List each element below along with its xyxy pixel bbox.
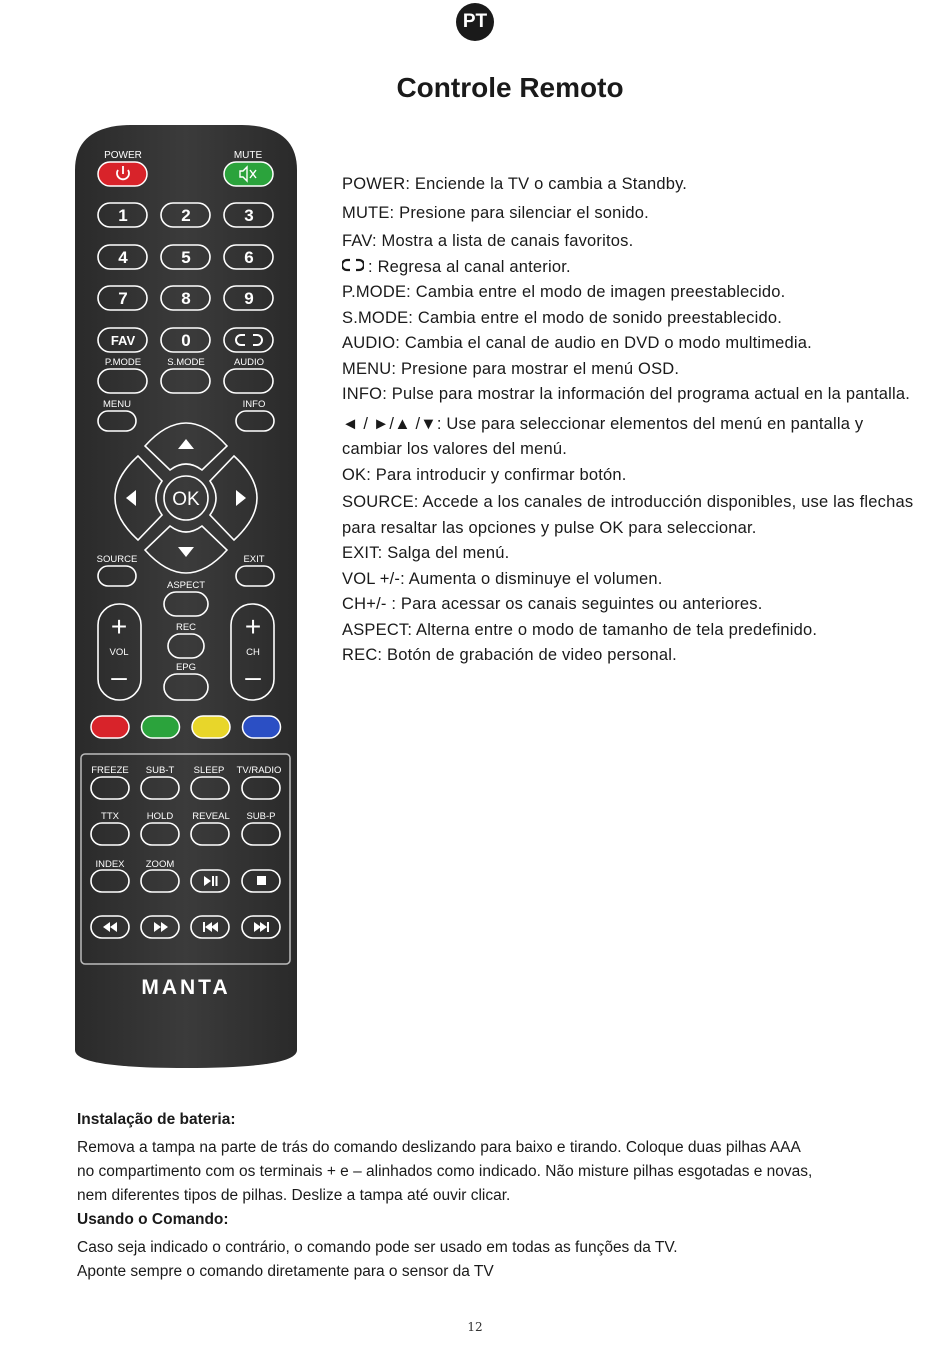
rec-label: REC [175,622,197,633]
menu-label: MENU [103,399,131,410]
desc-ch: CH+/- : Para acessar os canais seguintes ou anteriores. [342,595,763,613]
exit-label: EXIT [243,554,265,565]
tvradio-label: TV/RADIO [236,765,282,776]
desc-pmode: P.MODE: Cambia entre el modo de imagen preestablecido. [342,283,786,301]
mute-label: MUTE [233,150,263,161]
ch-label: CH [246,647,260,658]
epg-label: EPG [175,662,197,673]
battery-line-3: nem diferentes tipos de pilhas. Deslize a tampa até ouvir clicar. [77,1187,511,1204]
battery-heading: Instalação de bateria: [77,1111,236,1128]
page-number: 12 [467,1320,483,1334]
ch-minus-icon: – [245,661,261,692]
button-descriptions [342,172,922,669]
red-key [91,716,129,738]
freeze-label: FREEZE [91,765,129,776]
smode-label: S.MODE [167,357,205,368]
usage-line-2: Aponte sempre o comando diretamente para o sensor da TV [77,1263,494,1280]
usage-heading: Usando o Comando: [77,1211,229,1228]
desc-exit: EXIT: Salga del menú. [342,544,510,562]
digit-7: 7 [118,289,128,308]
blue-key [243,716,281,738]
info-label: INFO [242,399,266,410]
desc-power: POWER: Enciende la TV o cambia a Standby. [342,175,688,193]
power-button [98,162,147,186]
digit-1: 1 [118,206,128,225]
desc-rec: REC: Botón de grabación de video personal. [342,646,677,664]
audio-label: AUDIO [233,357,265,368]
remote-control-illustration [0,0,330,1080]
source-label: SOURCE [96,554,138,565]
desc-menu: MENU: Presione para mostrar el menú OSD. [342,359,680,378]
desc-smode: S.MODE: Cambia entre el modo de sonido preestablecido. [342,308,783,327]
zoom-label: ZOOM [145,859,175,870]
ch-plus-icon: + [244,611,262,642]
desc-aspect: ASPECT: Alterna entre o modo de tamanho de tela predefinido. [342,620,818,639]
desc-ok: OK: Para introducir y confirmar botón. [342,465,627,484]
vol-plus-icon: + [110,611,128,642]
desc-source: SOURCE: Accede a los canales de introducción disponibles, use las flechas para resaltar las opciones y pulse OK para seleccionar. [342,493,914,537]
desc-vol: VOL +/-: Aumenta o disminuye el volumen. [342,569,663,588]
subt-label: SUB-T [145,765,175,776]
digit-8: 8 [181,289,191,308]
desc-recall-text: : Regresa al canal anterior. [368,257,571,276]
sleep-label: SLEEP [193,765,225,776]
reveal-label: REVEAL [192,811,230,822]
brand-logo: MANTA [141,976,231,999]
desc-recall [342,255,922,281]
digit-3: 3 [244,206,254,225]
desc-info: INFO: Pulse para mostrar la información del programa actual en la pantalla. [342,385,911,403]
digit-0: 0 [181,331,191,350]
stop-icon [257,876,266,885]
desc-arrows: ◄ / ►/▲ /▼: Use para seleccionar elementos del menú en pantalla y cambiar los valores del menú. [342,414,864,458]
digit-2: 2 [181,206,191,225]
page-title: Controle Remoto [396,72,624,103]
vol-minus-icon: – [111,661,127,692]
language-badge: PT [456,3,494,41]
ttx-label: TTX [101,811,119,822]
usage-line-1: Caso seja indicado o contrário, o comando pode ser usado em todas as funções da TV. [77,1239,678,1256]
subp-label: SUB-P [246,811,276,822]
aspect-label: ASPECT [166,580,206,591]
desc-audio: AUDIO: Cambia el canal de audio en DVD o modo multimedia. [342,334,812,352]
battery-line-1: Remova a tampa na parte de trás do comando deslizando para baixo e tirando. Coloque duas pilhas AAA [77,1139,801,1156]
index-label: INDEX [95,859,125,870]
power-label: POWER [104,150,142,161]
battery-line-2: no compartimento com os terminais + e – alinhados como indicado. Não misture pilhas esgotadas e novas, [77,1163,813,1180]
yellow-key [192,716,230,738]
digit-4: 4 [118,248,128,267]
fav-label: FAV [110,333,136,348]
green-key [142,716,180,738]
pmode-label: P.MODE [104,357,142,368]
hold-label: HOLD [146,811,174,822]
instructions [77,1108,917,1284]
desc-mute: MUTE: Presione para silenciar el sonido. [342,203,649,222]
digit-9: 9 [244,289,254,308]
mute-button [224,162,273,186]
digit-5: 5 [181,248,191,267]
vol-label: VOL [109,647,129,658]
digit-6: 6 [244,248,254,267]
recall-icon [342,255,368,281]
ok-label: OK [172,489,200,510]
desc-fav: FAV: Mostra a lista de canais favoritos. [342,232,634,250]
